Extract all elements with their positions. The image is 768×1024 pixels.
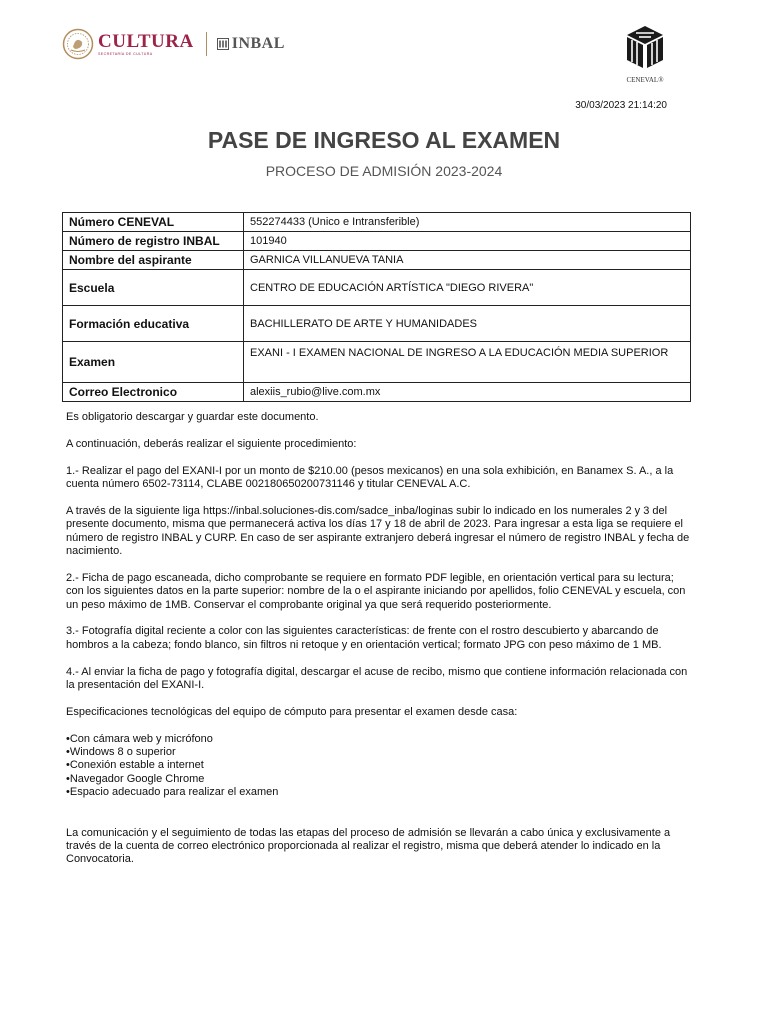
table-row	[63, 270, 691, 306]
inbal-logo-text: INBAL	[231, 35, 285, 52]
ceneval-cube-icon	[624, 24, 666, 70]
row-value: alexiis_rubio@live.com.mx	[244, 383, 691, 402]
cultura-logo-text: CULTURA	[98, 30, 194, 52]
inbal-logo	[217, 35, 285, 53]
paragraph: 3.- Fotografía digital reciente a color con las siguientes características: de frente con el rostro descubierto y abarcando de hombros a la cabeza; fondo blanco, sin filtros ni retoque y en orientación vertical; formato JPG con peso máximo de 1 MB.	[66, 625, 662, 651]
page-subtitle: PROCESO DE ADMISIÓN 2023-2024	[265, 163, 503, 179]
table-row	[63, 306, 691, 342]
row-value: GARNICA VILLANUEVA TANIA	[244, 251, 691, 270]
list-item: •Navegador Google Chrome	[66, 772, 205, 785]
paragraph: 1.- Realizar el pago del EXANI-I por un monto de $210.00 (pesos mexicanos) en una sola exhibición, en Banamex S. A., a la cuenta número 6502-73114, CLABE 002180650200731146 y titular CENEVAL A.C.	[66, 464, 674, 490]
list-item: •Windows 8 o superior	[66, 746, 176, 759]
paragraph: La comunicación y el seguimiento de todas las etapas del proceso de admisión se llevarán a cabo única y exclusivamente a través de la cuenta de correo electrónico proporcionada al realizar el registro, misma que deberá atender lo indicado en la Convocatoria.	[66, 826, 671, 866]
table-row	[63, 342, 691, 383]
row-value: EXANI - I EXAMEN NACIONAL DE INGRESO A LA EDUCACIÓN MEDIA SUPERIOR	[244, 342, 691, 383]
row-value: 552274433 (Unico e Intransferible)	[244, 213, 691, 232]
row-label: Nombre del aspirante	[63, 251, 244, 270]
row-label: Examen	[63, 342, 244, 383]
row-label: Correo Electronico	[63, 383, 244, 402]
cultura-logo	[98, 32, 194, 57]
list-item: •Conexión estable a internet	[66, 759, 204, 772]
row-label: Formación educativa	[63, 306, 244, 342]
ceneval-logo	[620, 24, 670, 84]
paragraph: A continuación, deberás realizar el siguiente procedimiento:	[66, 437, 357, 450]
inbal-building-icon	[217, 38, 229, 50]
paragraph: Es obligatorio descargar y guardar este documento.	[66, 411, 319, 423]
header-logos	[62, 24, 285, 64]
paragraph: 2.- Ficha de pago escaneada, dicho comprobante se requiere en formato PDF legible, en orientación vertical para su lectura; con los siguientes datos en la parte superior: nombre de la o el aspirante iniciando por apellidos, folio CENEVAL y escuela, con un peso máximo de 1MB. Conservar el comprobante original ya que será requerido posteriormente.	[66, 571, 686, 611]
logo-divider	[206, 32, 207, 56]
table-row	[63, 213, 691, 232]
list-item: •Espacio adecuado para realizar el examen	[66, 786, 279, 799]
timestamp: 30/03/2023 21:14:20	[575, 100, 667, 111]
row-value: CENTRO DE EDUCACIÓN ARTÍSTICA "DIEGO RIVERA"	[244, 270, 691, 306]
table-row	[63, 383, 691, 402]
row-value: 101940	[244, 232, 691, 251]
cultura-logo-subtext: SECRETARÍA DE CULTURA	[98, 51, 153, 56]
instructions-body	[66, 411, 692, 880]
mexico-seal-icon	[62, 28, 94, 60]
row-label: Número de registro INBAL	[63, 232, 244, 251]
equipment-requirements-list	[66, 733, 692, 800]
ceneval-logo-text: CENEVAL®	[626, 76, 664, 84]
paragraph: Especificaciones tecnológicas del equipo de cómputo para presentar el examen desde casa:	[66, 705, 518, 718]
row-label: Escuela	[63, 270, 244, 306]
paragraph: 4.- Al enviar la ficha de pago y fotografía digital, descargar el acuse de recibo, mismo que contiene información relacionada con la presentación del EXANI-I.	[66, 665, 688, 692]
applicant-info-table	[62, 212, 691, 402]
paragraph: A través de la siguiente liga https://inbal.soluciones-dis.com/sadce_inba/loginas subir lo indicado en los numerales 2 y 3 del presente documento, misma que permanecerá activa los días 17 y 18 de abril de 2023. Para ingresar a esta liga se requiere el número de registro INBAL y CURP. En caso de ser aspirante extranjero deberá ingresar el número de registro INBAL y fecha de nacimiento.	[66, 504, 690, 558]
table-row	[63, 251, 691, 270]
list-item: •Con cámara web y micrófono	[66, 732, 213, 745]
table-row	[63, 232, 691, 251]
row-value: BACHILLERATO DE ARTE Y HUMANIDADES	[244, 306, 691, 342]
page-title: PASE DE INGRESO AL EXAMEN	[207, 127, 561, 153]
row-label: Número CENEVAL	[63, 213, 244, 232]
